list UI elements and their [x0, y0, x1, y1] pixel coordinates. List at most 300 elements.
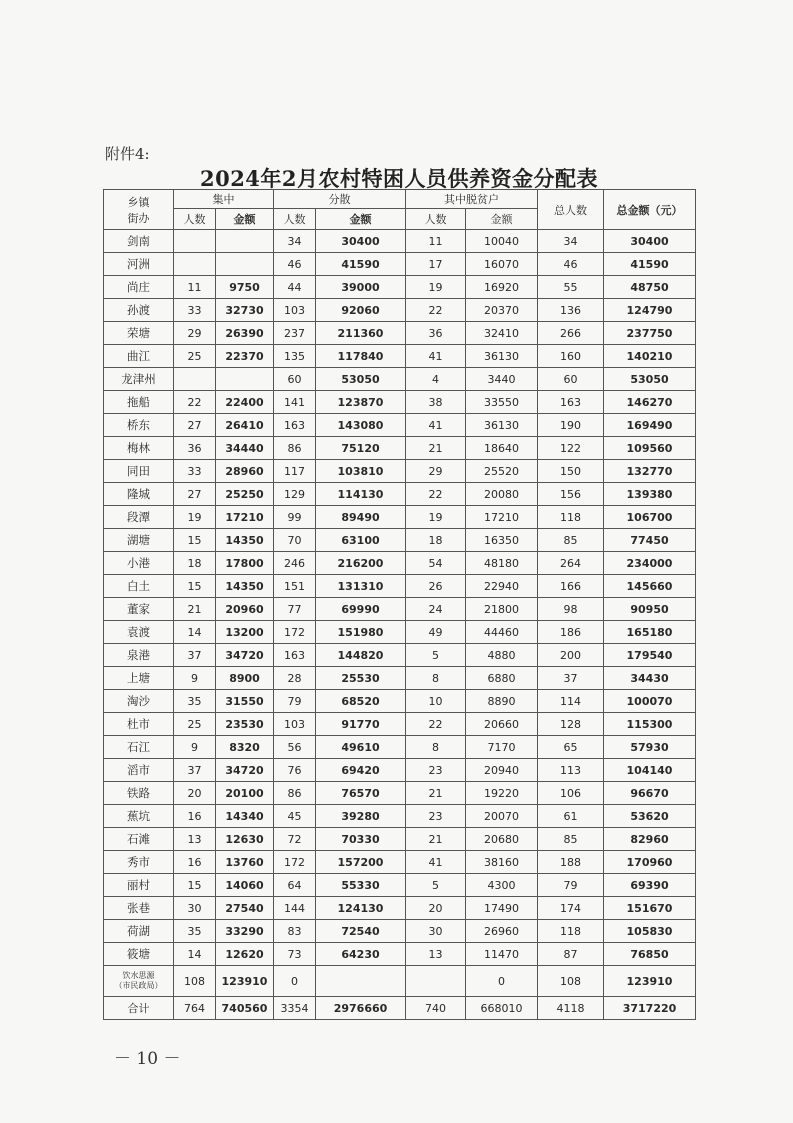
poverty-count-cell: 21 — [406, 782, 466, 805]
dispersed-amount-cell: 49610 — [316, 736, 406, 759]
dispersed-count-cell: 117 — [274, 460, 316, 483]
concentrated-amount-cell: 27540 — [216, 897, 274, 920]
concentrated-amount-cell: 13200 — [216, 621, 274, 644]
table-row — [104, 759, 696, 782]
total-count-cell: 156 — [538, 483, 604, 506]
town-name-cell: 孙渡 — [104, 299, 174, 322]
town-name-cell: 蕉坑 — [104, 805, 174, 828]
header-group-dispersed: 分散 — [274, 190, 406, 209]
total-count-cell: 166 — [538, 575, 604, 598]
poverty-count-cell: 26 — [406, 575, 466, 598]
poverty-count-cell: 21 — [406, 828, 466, 851]
total-count-cell: 37 — [538, 667, 604, 690]
table-row-total — [104, 997, 696, 1020]
total-label-cell: 合计 — [104, 997, 174, 1020]
dispersed-count-cell: 103 — [274, 299, 316, 322]
dispersed-count-cell: 64 — [274, 874, 316, 897]
total-count-cell: 136 — [538, 299, 604, 322]
table-row — [104, 690, 696, 713]
dispersed-amount-cell: 55330 — [316, 874, 406, 897]
total-count-cell: 98 — [538, 598, 604, 621]
concentrated-amount-cell: 26410 — [216, 414, 274, 437]
dispersed-amount-cell: 25530 — [316, 667, 406, 690]
concentrated-count-cell: 33 — [174, 460, 216, 483]
total-amount-cell: 104140 — [604, 759, 696, 782]
dispersed-count-cell: 151 — [274, 575, 316, 598]
header-town — [104, 190, 174, 230]
table-row — [104, 391, 696, 414]
grand-total-amount: 3717220 — [604, 997, 696, 1020]
total-amount-cell: 140210 — [604, 345, 696, 368]
town-name-cell: 石滩 — [104, 828, 174, 851]
header-sub-amount: 金额 — [466, 209, 538, 230]
poverty-amount-cell: 26960 — [466, 920, 538, 943]
dispersed-amount-cell: 211360 — [316, 322, 406, 345]
town-name-cell: 袁渡 — [104, 621, 174, 644]
poverty-amount-cell: 44460 — [466, 621, 538, 644]
town-name-cell: 丽村 — [104, 874, 174, 897]
poverty-amount-cell: 32410 — [466, 322, 538, 345]
total-count-cell: 264 — [538, 552, 604, 575]
dispersed-count-cell: 76 — [274, 759, 316, 782]
table-row — [104, 460, 696, 483]
concentrated-count-cell: 13 — [174, 828, 216, 851]
header-group-concentrated: 集中 — [174, 190, 274, 209]
poverty-amount-cell: 36130 — [466, 345, 538, 368]
poverty-amount-cell: 36130 — [466, 414, 538, 437]
concentrated-count-cell: 18 — [174, 552, 216, 575]
concentrated-count-cell: 15 — [174, 874, 216, 897]
concentrated-amount-cell: 13760 — [216, 851, 274, 874]
dispersed-count-cell: 70 — [274, 529, 316, 552]
total-amount-cell: 53620 — [604, 805, 696, 828]
poverty-count-cell: 11 — [406, 230, 466, 253]
dispersed-count-total: 3354 — [274, 997, 316, 1020]
poverty-amount-cell: 10040 — [466, 230, 538, 253]
poverty-count-cell: 17 — [406, 253, 466, 276]
dispersed-amount-cell: 63100 — [316, 529, 406, 552]
concentrated-amount-cell: 9750 — [216, 276, 274, 299]
dispersed-amount-cell: 75120 — [316, 437, 406, 460]
poverty-amount-cell: 20080 — [466, 483, 538, 506]
poverty-count-cell: 22 — [406, 713, 466, 736]
dispersed-count-cell: 141 — [274, 391, 316, 414]
concentrated-count-cell: 14 — [174, 621, 216, 644]
header-total-count: 总人数 — [538, 190, 604, 230]
town-name-cell: 白土 — [104, 575, 174, 598]
poverty-count-cell: 36 — [406, 322, 466, 345]
total-amount-cell: 139380 — [604, 483, 696, 506]
header-sub-amount: 金额 — [316, 209, 406, 230]
poverty-count-cell: 41 — [406, 414, 466, 437]
dispersed-amount-cell: 103810 — [316, 460, 406, 483]
poverty-count-cell: 10 — [406, 690, 466, 713]
concentrated-amount-cell: 33290 — [216, 920, 274, 943]
dispersed-count-cell: 28 — [274, 667, 316, 690]
town-name-cell: 淘沙 — [104, 690, 174, 713]
special-name-line1: 饮水思源 — [122, 971, 155, 980]
concentrated-amount-cell — [216, 253, 274, 276]
total-amount-cell: 146270 — [604, 391, 696, 414]
poverty-count-cell: 41 — [406, 851, 466, 874]
concentrated-amount-cell: 17210 — [216, 506, 274, 529]
poverty-amount-cell: 18640 — [466, 437, 538, 460]
concentrated-amount-cell: 23530 — [216, 713, 274, 736]
poverty-amount-cell: 4300 — [466, 874, 538, 897]
total-amount-cell: 34430 — [604, 667, 696, 690]
poverty-amount-cell: 0 — [466, 966, 538, 997]
concentrated-amount-cell: 31550 — [216, 690, 274, 713]
total-amount-cell: 105830 — [604, 920, 696, 943]
table-row — [104, 414, 696, 437]
town-name-cell: 铁路 — [104, 782, 174, 805]
table-row — [104, 230, 696, 253]
dispersed-count-cell: 34 — [274, 230, 316, 253]
poverty-amount-cell: 33550 — [466, 391, 538, 414]
poverty-amount-total: 668010 — [466, 997, 538, 1020]
poverty-amount-cell: 20070 — [466, 805, 538, 828]
concentrated-count-cell: 22 — [174, 391, 216, 414]
table-row — [104, 851, 696, 874]
dispersed-count-cell: 79 — [274, 690, 316, 713]
concentrated-amount-cell: 14060 — [216, 874, 274, 897]
dispersed-amount-cell: 64230 — [316, 943, 406, 966]
total-count-cell: 118 — [538, 920, 604, 943]
dispersed-amount-cell: 41590 — [316, 253, 406, 276]
poverty-count-cell: 23 — [406, 805, 466, 828]
concentrated-amount-cell: 25250 — [216, 483, 274, 506]
concentrated-count-cell: 9 — [174, 667, 216, 690]
page-title: 2024年2月农村特困人员供养资金分配表 — [199, 166, 599, 191]
poverty-count-total: 740 — [406, 997, 466, 1020]
concentrated-amount-cell: 22370 — [216, 345, 274, 368]
dispersed-count-cell: 56 — [274, 736, 316, 759]
poverty-count-cell: 21 — [406, 437, 466, 460]
total-amount-cell: 41590 — [604, 253, 696, 276]
concentrated-count-cell: 15 — [174, 529, 216, 552]
page-number: － 10 － — [114, 1049, 181, 1069]
dispersed-count-cell: 60 — [274, 368, 316, 391]
poverty-count-cell: 54 — [406, 552, 466, 575]
special-name-line2: （市民政局） — [114, 981, 163, 990]
town-name-cell: 董家 — [104, 598, 174, 621]
allocation-table — [103, 189, 696, 1020]
concentrated-amount-cell: 34720 — [216, 644, 274, 667]
town-name-cell: 龙津州 — [104, 368, 174, 391]
town-name-cell: 隆城 — [104, 483, 174, 506]
poverty-amount-cell: 38160 — [466, 851, 538, 874]
concentrated-count-cell — [174, 253, 216, 276]
total-count-cell: 200 — [538, 644, 604, 667]
town-name-cell: 桥东 — [104, 414, 174, 437]
total-amount-cell: 96670 — [604, 782, 696, 805]
concentrated-amount-cell: 26390 — [216, 322, 274, 345]
concentrated-count-cell: 35 — [174, 920, 216, 943]
poverty-count-cell: 8 — [406, 667, 466, 690]
concentrated-amount-cell: 12630 — [216, 828, 274, 851]
poverty-amount-cell: 19220 — [466, 782, 538, 805]
total-amount-cell: 48750 — [604, 276, 696, 299]
total-amount-cell: 151670 — [604, 897, 696, 920]
dispersed-count-cell: 73 — [274, 943, 316, 966]
table-row — [104, 644, 696, 667]
table-row — [104, 897, 696, 920]
poverty-count-cell: 20 — [406, 897, 466, 920]
town-name-cell: 秀市 — [104, 851, 174, 874]
concentrated-amount-cell — [216, 230, 274, 253]
table-row — [104, 506, 696, 529]
concentrated-count-cell: 25 — [174, 713, 216, 736]
dispersed-count-cell: 237 — [274, 322, 316, 345]
total-count-cell: 160 — [538, 345, 604, 368]
table-row — [104, 943, 696, 966]
concentrated-count-cell: 37 — [174, 644, 216, 667]
dispersed-count-cell: 77 — [274, 598, 316, 621]
town-name-cell: 尚庄 — [104, 276, 174, 299]
dispersed-count-cell: 135 — [274, 345, 316, 368]
dispersed-amount-cell: 69420 — [316, 759, 406, 782]
town-name-cell: 同田 — [104, 460, 174, 483]
table-row — [104, 736, 696, 759]
concentrated-amount-cell: 14350 — [216, 529, 274, 552]
concentrated-count-cell: 14 — [174, 943, 216, 966]
poverty-count-cell: 22 — [406, 483, 466, 506]
total-count-cell: 188 — [538, 851, 604, 874]
dispersed-amount-cell: 92060 — [316, 299, 406, 322]
concentrated-count-cell — [174, 368, 216, 391]
town-name-cell: 剑南 — [104, 230, 174, 253]
poverty-count-cell: 22 — [406, 299, 466, 322]
total-amount-cell: 57930 — [604, 736, 696, 759]
dispersed-count-cell: 103 — [274, 713, 316, 736]
total-count-cell: 85 — [538, 529, 604, 552]
total-amount-cell: 82960 — [604, 828, 696, 851]
total-count-cell: 65 — [538, 736, 604, 759]
total-count-cell: 79 — [538, 874, 604, 897]
header-town-line1: 乡镇 — [127, 195, 150, 209]
table-row — [104, 276, 696, 299]
total-count-cell: 174 — [538, 897, 604, 920]
total-amount-cell: 145660 — [604, 575, 696, 598]
total-count-cell: 266 — [538, 322, 604, 345]
concentrated-count-total: 764 — [174, 997, 216, 1020]
concentrated-amount-total: 740560 — [216, 997, 274, 1020]
total-amount-cell: 76850 — [604, 943, 696, 966]
header-group-poverty-relief: 其中脱贫户 — [406, 190, 538, 209]
dispersed-count-cell: 144 — [274, 897, 316, 920]
poverty-count-cell: 5 — [406, 644, 466, 667]
table-row — [104, 437, 696, 460]
total-count-cell: 150 — [538, 460, 604, 483]
town-name-cell: 上塘 — [104, 667, 174, 690]
table-row — [104, 575, 696, 598]
table-row — [104, 713, 696, 736]
total-count-cell: 113 — [538, 759, 604, 782]
dispersed-amount-cell: 69990 — [316, 598, 406, 621]
concentrated-count-cell: 15 — [174, 575, 216, 598]
total-amount-cell: 123910 — [604, 966, 696, 997]
total-count-cell: 118 — [538, 506, 604, 529]
total-amount-cell: 53050 — [604, 368, 696, 391]
header-sub-amount: 金额 — [216, 209, 274, 230]
poverty-count-cell: 5 — [406, 874, 466, 897]
poverty-count-cell: 4 — [406, 368, 466, 391]
dispersed-count-cell: 0 — [274, 966, 316, 997]
poverty-amount-cell: 6880 — [466, 667, 538, 690]
total-amount-cell: 165180 — [604, 621, 696, 644]
poverty-count-cell: 41 — [406, 345, 466, 368]
total-count-cell: 106 — [538, 782, 604, 805]
table-row — [104, 598, 696, 621]
poverty-amount-cell: 20940 — [466, 759, 538, 782]
total-count-cell: 163 — [538, 391, 604, 414]
concentrated-amount-cell: 8900 — [216, 667, 274, 690]
concentrated-amount-cell: 28960 — [216, 460, 274, 483]
concentrated-count-cell: 108 — [174, 966, 216, 997]
concentrated-count-cell: 19 — [174, 506, 216, 529]
town-name-cell: 滔市 — [104, 759, 174, 782]
total-amount-cell: 124790 — [604, 299, 696, 322]
total-count-cell: 60 — [538, 368, 604, 391]
poverty-count-cell: 19 — [406, 506, 466, 529]
total-amount-cell: 106700 — [604, 506, 696, 529]
table-row — [104, 483, 696, 506]
total-count-cell: 108 — [538, 966, 604, 997]
dispersed-amount-cell: 157200 — [316, 851, 406, 874]
dispersed-amount-cell: 30400 — [316, 230, 406, 253]
concentrated-amount-cell: 14350 — [216, 575, 274, 598]
total-count-cell: 114 — [538, 690, 604, 713]
concentrated-count-cell: 33 — [174, 299, 216, 322]
dispersed-amount-cell: 144820 — [316, 644, 406, 667]
table-row — [104, 874, 696, 897]
concentrated-count-cell: 35 — [174, 690, 216, 713]
poverty-amount-cell: 16350 — [466, 529, 538, 552]
total-amount-cell: 179540 — [604, 644, 696, 667]
poverty-count-cell: 38 — [406, 391, 466, 414]
town-name-cell: 湖塘 — [104, 529, 174, 552]
poverty-amount-cell: 4880 — [466, 644, 538, 667]
table-row — [104, 322, 696, 345]
dispersed-amount-cell: 216200 — [316, 552, 406, 575]
dispersed-amount-cell: 53050 — [316, 368, 406, 391]
table-row — [104, 920, 696, 943]
dispersed-amount-cell: 39000 — [316, 276, 406, 299]
town-name-cell: 小港 — [104, 552, 174, 575]
poverty-amount-cell: 17210 — [466, 506, 538, 529]
dispersed-count-cell: 72 — [274, 828, 316, 851]
concentrated-amount-cell: 20100 — [216, 782, 274, 805]
total-amount-cell: 169490 — [604, 414, 696, 437]
poverty-amount-cell: 22940 — [466, 575, 538, 598]
table-row-special — [104, 966, 696, 997]
town-name-cell: 梅林 — [104, 437, 174, 460]
dispersed-count-cell: 172 — [274, 851, 316, 874]
concentrated-count-cell: 30 — [174, 897, 216, 920]
dispersed-amount-cell: 70330 — [316, 828, 406, 851]
concentrated-count-cell: 21 — [174, 598, 216, 621]
total-count-cell: 87 — [538, 943, 604, 966]
dispersed-amount-cell: 76570 — [316, 782, 406, 805]
concentrated-amount-cell: 34720 — [216, 759, 274, 782]
town-name-cell: 荷湖 — [104, 920, 174, 943]
dispersed-amount-cell: 143080 — [316, 414, 406, 437]
poverty-count-cell: 49 — [406, 621, 466, 644]
town-name-cell: 河洲 — [104, 253, 174, 276]
poverty-count-cell: 13 — [406, 943, 466, 966]
poverty-amount-cell: 11470 — [466, 943, 538, 966]
table-row — [104, 253, 696, 276]
dispersed-amount-cell: 123870 — [316, 391, 406, 414]
poverty-amount-cell: 20370 — [466, 299, 538, 322]
table-row — [104, 299, 696, 322]
poverty-count-cell: 18 — [406, 529, 466, 552]
total-count-cell: 122 — [538, 437, 604, 460]
header-sub-count: 人数 — [174, 209, 216, 230]
dispersed-count-cell: 44 — [274, 276, 316, 299]
concentrated-amount-cell: 17800 — [216, 552, 274, 575]
poverty-amount-cell: 16920 — [466, 276, 538, 299]
total-amount-cell: 69390 — [604, 874, 696, 897]
total-count-cell: 186 — [538, 621, 604, 644]
town-name-cell: 段潭 — [104, 506, 174, 529]
header-town-line2: 街办 — [127, 211, 150, 225]
concentrated-count-cell: 11 — [174, 276, 216, 299]
poverty-amount-cell: 7170 — [466, 736, 538, 759]
concentrated-amount-cell — [216, 368, 274, 391]
concentrated-count-cell: 36 — [174, 437, 216, 460]
dispersed-count-cell: 86 — [274, 437, 316, 460]
concentrated-count-cell: 29 — [174, 322, 216, 345]
total-amount-cell: 77450 — [604, 529, 696, 552]
concentrated-amount-cell: 32730 — [216, 299, 274, 322]
poverty-count-cell: 29 — [406, 460, 466, 483]
poverty-amount-cell: 20660 — [466, 713, 538, 736]
concentrated-count-cell: 37 — [174, 759, 216, 782]
dispersed-count-cell: 46 — [274, 253, 316, 276]
dispersed-amount-cell — [316, 966, 406, 997]
total-amount-cell: 30400 — [604, 230, 696, 253]
dispersed-amount-cell: 151980 — [316, 621, 406, 644]
dispersed-amount-cell: 72540 — [316, 920, 406, 943]
table-row — [104, 828, 696, 851]
concentrated-amount-cell: 14340 — [216, 805, 274, 828]
dispersed-count-cell: 163 — [274, 414, 316, 437]
header-sub-count: 人数 — [274, 209, 316, 230]
poverty-count-cell: 24 — [406, 598, 466, 621]
dispersed-count-cell: 45 — [274, 805, 316, 828]
total-count-cell: 85 — [538, 828, 604, 851]
concentrated-count-cell: 25 — [174, 345, 216, 368]
table-row — [104, 529, 696, 552]
dispersed-amount-cell: 91770 — [316, 713, 406, 736]
town-name-cell: 曲江 — [104, 345, 174, 368]
table-row — [104, 345, 696, 368]
total-count-cell: 190 — [538, 414, 604, 437]
town-name-cell — [104, 966, 174, 997]
table-row — [104, 552, 696, 575]
poverty-amount-cell: 8890 — [466, 690, 538, 713]
poverty-amount-cell: 21800 — [466, 598, 538, 621]
dispersed-amount-cell: 114130 — [316, 483, 406, 506]
dispersed-amount-cell: 68520 — [316, 690, 406, 713]
table-row — [104, 368, 696, 391]
total-amount-cell: 109560 — [604, 437, 696, 460]
town-name-cell: 杜市 — [104, 713, 174, 736]
poverty-amount-cell: 3440 — [466, 368, 538, 391]
table-body — [104, 230, 696, 966]
concentrated-count-cell: 16 — [174, 851, 216, 874]
